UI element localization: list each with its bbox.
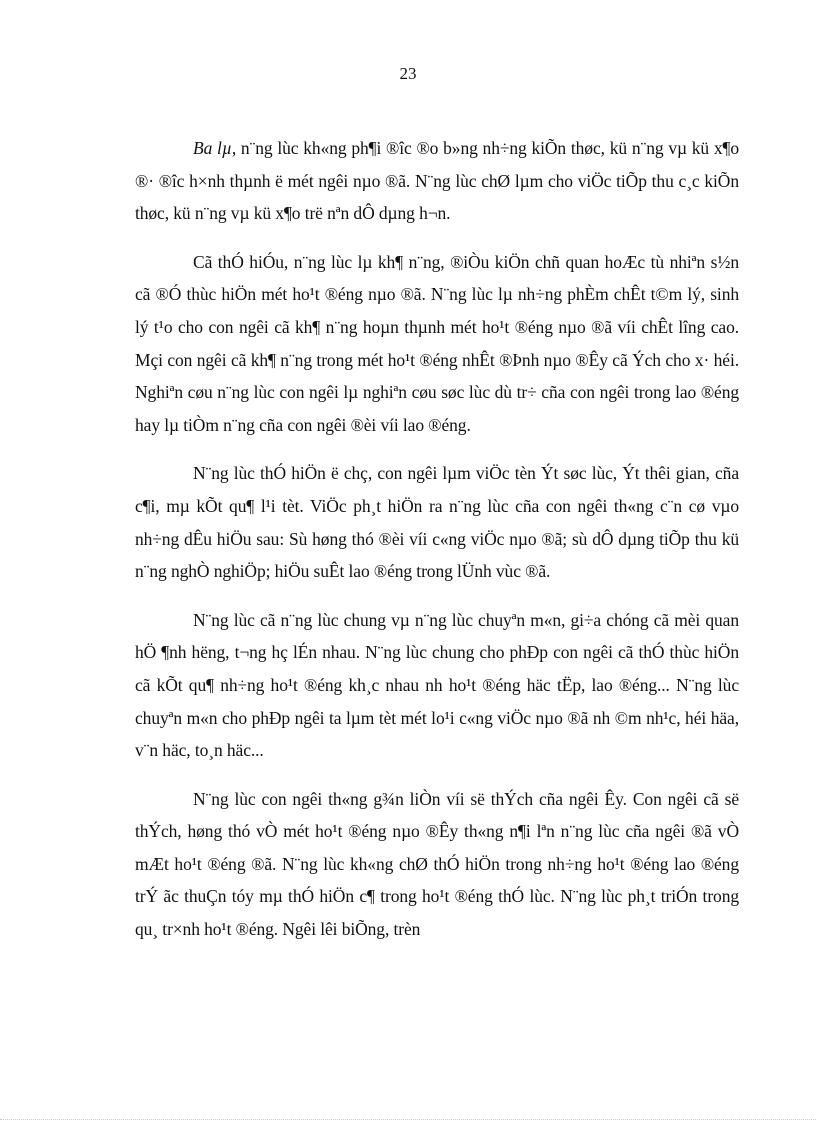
paragraph-text: N¨ng lùc con ngêi th«ng g¾n liÒn víi së thÝch cña ngêi Êy. Con ngêi cã së thÝch, høng thó vÒ mét ho¹t ®éng nµo ®Êy th«ng n¶i lªn n¨ng lùc cña ngêi ®ã vÒ mÆt ho¹t ®éng ®ã. N¨ng lùc kh«ng chØ thÓ hiÖn trong nh÷ng ho¹t ®éng lao ®éng trÝ ãc thuÇn tóy mµ thÓ hiÖn c¶ trong ho¹t ®éng thÓ lùc. N¨ng lùc ph¸t triÓn trong qu¸ tr×nh ho¹t ®éng. Ngêi lêi biÕng, trèn	[135, 788, 739, 940]
paragraph-lead-italic: Ba lµ	[193, 138, 232, 158]
paragraph-text: N¨ng lùc cã n¨ng lùc chung vµ n¨ng lùc chuyªn m«n, gi÷a chóng cã mèi quan hÖ ¶nh hëng, t¬ng hç lÉn nhau. N¨ng lùc chung cho phÐp con ngêi cã thÓ thùc hiÖn cã kÕt qu¶ nh÷ng ho¹t ®éng kh¸c nhau nh ho¹t ®éng häc tËp, lao ®éng... N¨ng lùc chuyªn m«n cho phÐp ngêi ta lµm tèt mét lo¹i c«ng viÖc nµo ®ã nh ©m nh¹c, héi häa, v¨n häc, to¸n häc...	[135, 609, 739, 761]
paragraph-3	[135, 457, 739, 587]
paragraph-2	[135, 246, 739, 442]
paragraph-1	[135, 132, 739, 230]
paragraph-text: N¨ng lùc thÓ hiÖn ë chç, con ngêi lµm viÖc tèn Ýt søc lùc, Ýt thêi gian, cña c¶i, mµ kÕt qu¶ l¹i tèt. ViÖc ph¸t hiÖn ra n¨ng lùc cña con ngêi th«ng c¨n cø vµo nh÷ng dÊu hiÖu sau: Sù høng thó ®èi víi c«ng viÖc nµo ®ã; sù dÔ dµng tiÕp thu kü n¨ng nghÒ nghiÖp; hiÖu suÊt lao ®éng trong lÜnh vùc ®ã.	[135, 463, 739, 582]
paragraph-5	[135, 783, 739, 946]
document-body	[135, 132, 739, 962]
paragraph-text: Cã thÓ hiÓu, n¨ng lùc lµ kh¶ n¨ng, ®iÒu kiÖn chñ quan hoÆc tù nhiªn s½n cã ®Ó thùc hiÖn mét ho¹t ®éng nµo ®ã. N¨ng lùc lµ nh÷ng phÈm chÊt t©m lý, sinh lý t¹o cho con ngêi cã kh¶ n¨ng hoµn thµnh mét ho¹t ®éng nµo ®ã víi chÊt lîng cao. Mçi con ngêi cã kh¶ n¨ng trong mét ho¹t ®éng nhÊt ®Þnh nµo ®Êy cã Ých cho x· héi. Nghiªn cøu n¨ng lùc con ngêi lµ nghiªn cøu søc lùc dù tr÷ cña con ngêi trong lao ®éng hay lµ tiÒm n¨ng cña con ngêi ®èi víi lao ®éng.	[135, 251, 739, 435]
paragraph-4	[135, 604, 739, 767]
page-number: 23	[399, 64, 417, 83]
page-bottom-divider	[0, 1119, 816, 1120]
paragraph-text: , n¨ng lùc kh«ng ph¶i ®îc ®o b»ng nh÷ng kiÕn thøc, kü n¨ng vµ kü x¶o ®· ®îc h×nh thµnh ë mét ngêi nµo ®ã. N¨ng lùc chØ lµm cho viÖc tiÕp thu c¸c kiÕn thøc, kü n¨ng vµ kü x¶o trë nªn dÔ dµng h¬n.	[135, 138, 740, 224]
